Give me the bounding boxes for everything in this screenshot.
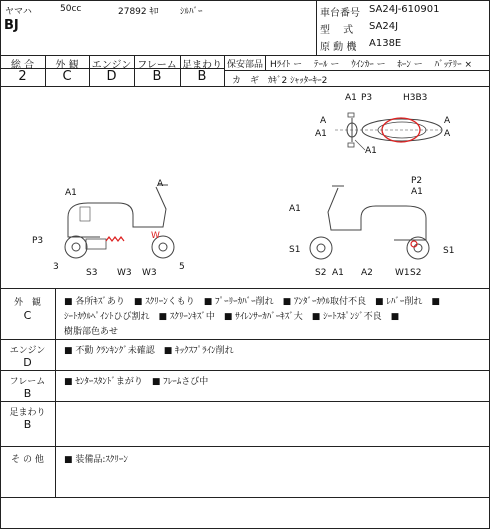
diagram-label: S3 <box>86 268 98 278</box>
mileage: 27892 ｷﾛ <box>118 7 159 17</box>
diagram-label: A <box>444 116 451 126</box>
parts-row1: Hﾗｲﾄ ー ﾃｰﾙ ー ｳｲﾝｶｰ ー ﾎｰﾝ ー ﾊﾞｯﾃﾘｰ × <box>270 60 473 70</box>
diagram-label: H3B3 <box>403 93 428 103</box>
remarks-divider <box>55 288 56 497</box>
diagram-label: W3 <box>142 268 157 278</box>
section-label: そ の 他 <box>11 455 44 465</box>
section-label: フレーム <box>9 377 46 387</box>
frame-no: SA24J-610901 <box>369 4 440 15</box>
rule-remarks-top <box>0 288 490 289</box>
diagram-label: 5 <box>179 262 185 272</box>
grade-header-overall: 総 合 <box>10 60 35 71</box>
type-label: 型 式 <box>320 25 354 36</box>
frame-no-label: 車台番号 <box>320 8 360 19</box>
rule-section <box>0 339 490 340</box>
rule-section <box>0 497 490 498</box>
section-label: エンジン <box>9 346 46 356</box>
model-name: BJ <box>4 18 19 33</box>
diagram-label: P3 <box>361 93 373 103</box>
scooter-right-view <box>296 178 446 268</box>
diagram-label: S2 <box>410 268 422 278</box>
diagram-label: W1 <box>395 268 410 278</box>
rule-section <box>0 446 490 447</box>
grade-value-frame: B <box>152 69 162 84</box>
type-value: SA24J <box>369 21 399 32</box>
rule-diagram-top <box>0 86 490 87</box>
diagram-label: P2 <box>411 176 423 186</box>
diagram-label: P3 <box>32 236 44 246</box>
parts-row2: カ ギ ｶｷﾞ2 ｼｬｯﾀｰｷｰ2 <box>232 76 328 86</box>
color: ｼﾙﾊﾞｰ <box>180 7 203 17</box>
grade-header-engine: エンジン <box>91 60 132 71</box>
section-line: 樹脂部色あせ <box>64 327 119 337</box>
engine-value: A138E <box>369 38 402 49</box>
diagram-label: A1 <box>289 204 301 214</box>
section-grade: D <box>23 356 32 369</box>
diagram-label: A1 <box>411 187 423 197</box>
section-label: 足まわり <box>9 408 46 418</box>
frame-top <box>0 0 490 1</box>
diagram-label: S1 <box>289 245 301 255</box>
diagram-label: A1 <box>365 146 377 156</box>
grade-value-overall: 2 <box>18 69 27 84</box>
diagram-label: 3 <box>53 262 59 272</box>
diagram-label: S2 <box>315 268 327 278</box>
section-line: ｼｰﾄｶｳﾙﾍﾟｲﾝﾄひび割れ ■ ｽｸﾘｰﾝｷｽﾞ中 ■ ｻｲﾚﾝｻｰｶﾊﾞｰｷｽﾞ大 ■ ｼｰﾄｽﾎﾟﾝｼﾞ不良 ■ <box>64 312 400 322</box>
diagram-label: W3 <box>117 268 132 278</box>
diagram-label: A <box>320 116 327 126</box>
grade-value-engine: D <box>106 69 117 84</box>
diagram-label: W <box>151 231 160 241</box>
section-label: 外 観 <box>13 298 41 308</box>
diagram-label: A <box>157 179 164 189</box>
grade-value-exterior: C <box>62 69 72 84</box>
grade-header-exterior: 外 観 <box>55 60 79 71</box>
rule-parts-mid <box>224 70 490 71</box>
parts-divider <box>265 55 266 70</box>
diagram-label: S1 <box>443 246 455 256</box>
parts-title: 保安部品 <box>227 60 264 70</box>
engine-label: 原 動 機 <box>320 42 357 53</box>
grade-header-frame: フレーム <box>137 60 177 71</box>
displacement: 50cc <box>60 4 82 14</box>
rule-section <box>0 401 490 402</box>
diagram-label: A1 <box>345 93 357 103</box>
diagram-label: A1 <box>315 129 327 139</box>
section-line: ■ 各所ｷｽﾞあり ■ ｽｸﾘｰﾝくもり ■ ﾌﾟｰﾘｰｶﾊﾞｰ削れ ■ ｱﾝﾀﾞｰｶｳﾙ取付不良 ■ ﾚﾊﾞｰ削れ ■ <box>64 297 440 307</box>
diagram-label: A1 <box>65 188 77 198</box>
section-line: ■ ｾﾝﾀｰｽﾀﾝﾄﾞまがり ■ ﾌﾚｰﾑさび中 <box>64 377 209 387</box>
section-grade: B <box>23 418 32 431</box>
diagram-label: A2 <box>361 268 373 278</box>
maker: ヤマハ <box>5 7 32 17</box>
section-grade: C <box>23 309 32 322</box>
rule-section <box>0 370 490 371</box>
grade-header-suspension: 足まわり <box>182 60 222 71</box>
header-divider <box>316 0 317 55</box>
section-line: ■ 不動 ｸﾗﾝｷﾝｸﾞ未確認 ■ ｷｯｸｽﾌﾟﾗｲﾝ削れ <box>64 346 234 356</box>
diagram-label: A1 <box>332 268 344 278</box>
grade-value-suspension: B <box>197 69 207 84</box>
section-line: ■ 装備品:ｽｸﾘｰﾝ <box>64 455 128 465</box>
section-grade: B <box>23 387 32 400</box>
diagram-label: A <box>444 129 451 139</box>
